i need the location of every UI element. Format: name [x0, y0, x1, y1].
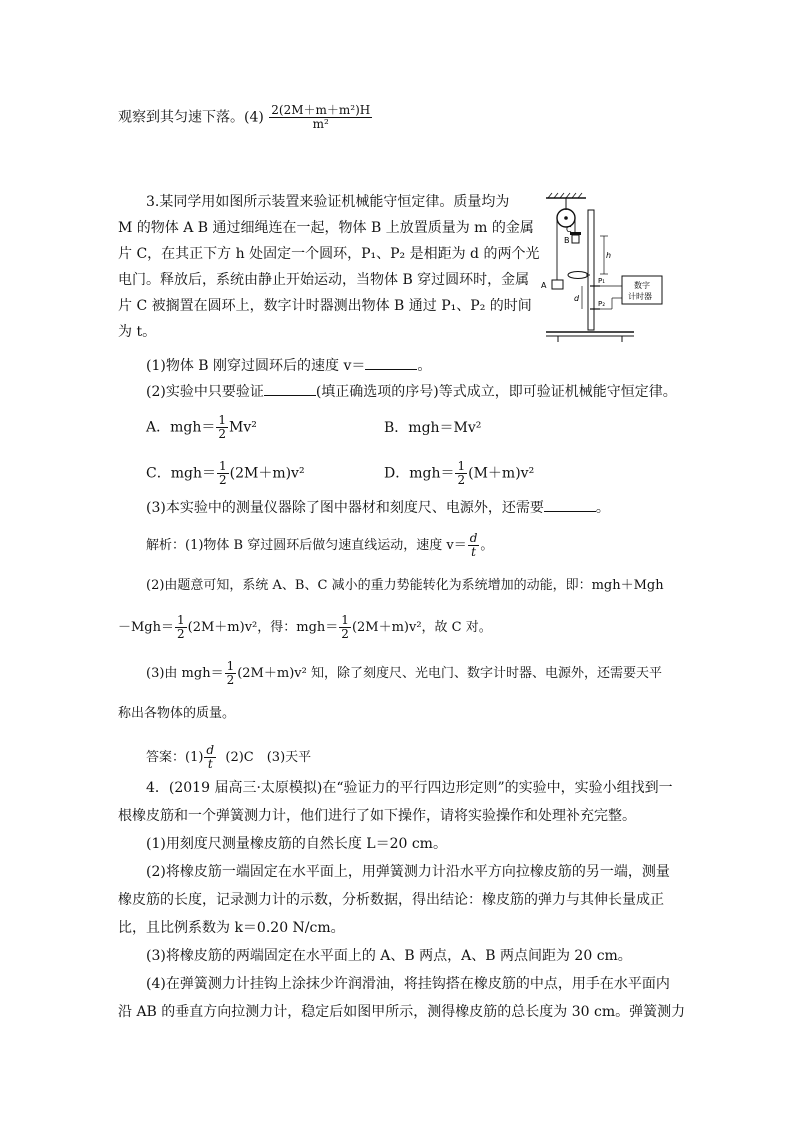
option-c	[146, 460, 305, 487]
timer-label-2: 计时器	[628, 292, 652, 301]
option-a-post: Mv²	[229, 419, 257, 436]
q4-line-7: (3)将橡皮筋的两端固定在水平面上的 A、B 两点，A、B 两点间距为 20 cm。	[146, 948, 632, 964]
analysis-line-5: 称出各物体的质量。	[118, 706, 236, 721]
option-c-post: (2M＋m)v²	[229, 465, 305, 482]
q4-line-4: (2)将橡皮筋一端固定在水平面上，用弹簧测力计沿水平方向拉橡皮筋的另一端，测量	[146, 864, 670, 880]
half-num: 1	[177, 613, 185, 627]
intro-formula	[269, 104, 372, 131]
apparatus-figure	[538, 192, 680, 344]
q3-stem-line-1: 3.某同学用如图所示装置来验证机械能守恒定律。质量均为	[146, 194, 510, 210]
analysis-3a: －Mgh＝	[118, 620, 175, 635]
q3-sub1	[146, 356, 431, 376]
analysis-line-4	[146, 660, 662, 687]
analysis-4a: (3)由 mgh＝	[146, 666, 224, 681]
block-b	[572, 235, 579, 243]
q3-sub1-end: 。	[417, 358, 432, 374]
answer-post: (2)C (3)天平	[225, 750, 312, 765]
q3-sub2-text: (2)实验中只要验证	[146, 384, 264, 400]
frac-den: t	[207, 757, 213, 771]
analysis-3-half-2	[339, 614, 351, 641]
half-num: 1	[218, 459, 227, 473]
label-b: B	[564, 236, 570, 245]
answer-frac	[204, 744, 216, 771]
analysis-3-half-1	[175, 614, 187, 641]
intro-line	[118, 104, 373, 131]
q3-sub2-blank	[264, 383, 316, 396]
q3-stem-line-4: 电门。释放后，系统由静止开始运动，当物体 B 穿过圆环时，金属	[118, 272, 530, 288]
option-c-half	[217, 460, 229, 487]
label-c: C	[566, 225, 572, 234]
label-a: A	[541, 281, 547, 290]
q3-sub1-blank	[365, 357, 417, 370]
half-num: 1	[457, 459, 466, 473]
analysis-4-half	[225, 660, 237, 687]
q3-sub1-text: (1)物体 B 刚穿过圆环后的速度 v＝	[146, 358, 366, 374]
half-den: 2	[226, 673, 235, 687]
q4-line-2: 根橡皮筋和一个弹簧测力计，他们进行了如下操作，请将实验操作和处理补充完整。	[118, 808, 636, 824]
label-p1: P₁	[598, 277, 606, 285]
q4-line-8: (4)在弹簧测力计挂钩上涂抹少许润滑油，将挂钩搭在橡皮筋的中点，用手在水平面内	[146, 976, 670, 992]
half-num: 1	[226, 659, 235, 673]
block-a	[552, 280, 563, 289]
half-den: 2	[457, 473, 466, 487]
intro-formula-denominator: m²	[312, 117, 329, 131]
half-den: 2	[341, 627, 349, 641]
label-p2: P₂	[598, 300, 606, 308]
option-d-half	[455, 460, 467, 487]
q3-sub2-end: (填正确选项的序号)等式成立，即可验证机械能守恒定律。	[315, 384, 677, 400]
q3-stem-line-3: 片 C，在其正下方 h 处固定一个圆环，P₁、P₂ 是相距为 d 的两个光	[118, 246, 540, 262]
option-a-half	[216, 414, 228, 441]
q3-sub3-text: (3)本实验中的测量仪器除了图中器材和刻度尺、电源外，还需要	[146, 500, 544, 516]
q3-stem-line-2: M 的物体 A B 通过细绳连在一起，物体 B 上放置质量为 m 的金属	[118, 220, 534, 236]
q4-line-6: 比，且比例系数为 k＝0.20 N/cm。	[118, 920, 345, 936]
analysis-line-2: (2)由题意可知，系统 A、B、C 减小的重力势能转化为系统增加的动能，即：mgh＋Mgh	[146, 578, 664, 593]
q3-stem-line-5: 片 C 被搁置在圆环上，数字计时器测出物体 B 通过 P₁、P₂ 的时间	[118, 298, 532, 314]
q4-line-9: 沿 AB 的垂直方向拉测力计，稳定后如图甲所示，测得橡皮筋的总长度为 30 cm。弹簧测力	[118, 1004, 686, 1020]
intro-formula-numerator: 2(2M＋m＋m²)H	[271, 103, 371, 117]
label-h: h	[606, 251, 612, 260]
option-a	[146, 414, 257, 441]
answer-pre: 答案：(1)	[146, 750, 204, 765]
q4-line-3: (1)用刻度尺测量橡皮筋的自然长度 L＝20 cm。	[146, 836, 447, 852]
half-num: 1	[218, 413, 227, 427]
half-den: 2	[177, 627, 185, 641]
q4-line-5: 橡皮筋的长度，记录测力计的示数，分析数据，得出结论：橡皮筋的弹力与其伸长量成正	[118, 892, 664, 908]
timer-label-1: 数字	[634, 281, 650, 290]
analysis-3c: (2M＋m)v²，故 C 对。	[351, 620, 492, 635]
option-b: B．mgh＝Mv²	[384, 420, 482, 436]
q3-sub3	[146, 498, 610, 518]
option-c-pre: C．mgh＝	[146, 465, 216, 482]
option-d	[384, 460, 534, 487]
stand-pole	[588, 210, 594, 330]
ring	[568, 272, 588, 279]
half-den: 2	[218, 473, 227, 487]
analysis-line-1	[146, 532, 493, 559]
label-d: d	[574, 294, 580, 303]
frac-num: d	[206, 743, 215, 757]
analysis-1-pre: 解析：(1)物体 B 穿过圆环后做匀速直线运动，速度 v＝	[146, 538, 467, 553]
half-num: 1	[341, 613, 349, 627]
frac-num: d	[469, 531, 478, 545]
analysis-4b: (2M＋m)v² 知，除了刻度尺、光电门、数字计时器、电源外，还需要天平	[237, 666, 662, 681]
q3-sub3-end: 。	[595, 500, 610, 516]
option-d-pre: D．mgh＝	[384, 465, 455, 482]
analysis-1-frac	[468, 532, 480, 559]
analysis-line-3	[118, 614, 492, 641]
frac-den: t	[471, 545, 476, 559]
intro-text: 观察到其匀速下落。(4)	[118, 109, 264, 126]
q3-stem-line-6: 为 t。	[118, 324, 157, 340]
q3-sub3-blank	[544, 499, 596, 512]
analysis-1-post: 。	[480, 538, 494, 553]
pulley-axle	[564, 216, 568, 220]
q3-sub2	[146, 382, 677, 402]
option-d-post: (M＋m)v²	[468, 465, 535, 482]
option-a-pre: A．mgh＝	[146, 419, 216, 436]
half-den: 2	[218, 427, 227, 441]
q4-line-1: 4．(2019 届高三·太原模拟)在“验证力的平行四边形定则”的实验中，实验小组找到一	[146, 780, 673, 796]
answer-line	[146, 744, 311, 771]
analysis-3b: (2M＋m)v²，得：mgh＝	[187, 620, 339, 635]
